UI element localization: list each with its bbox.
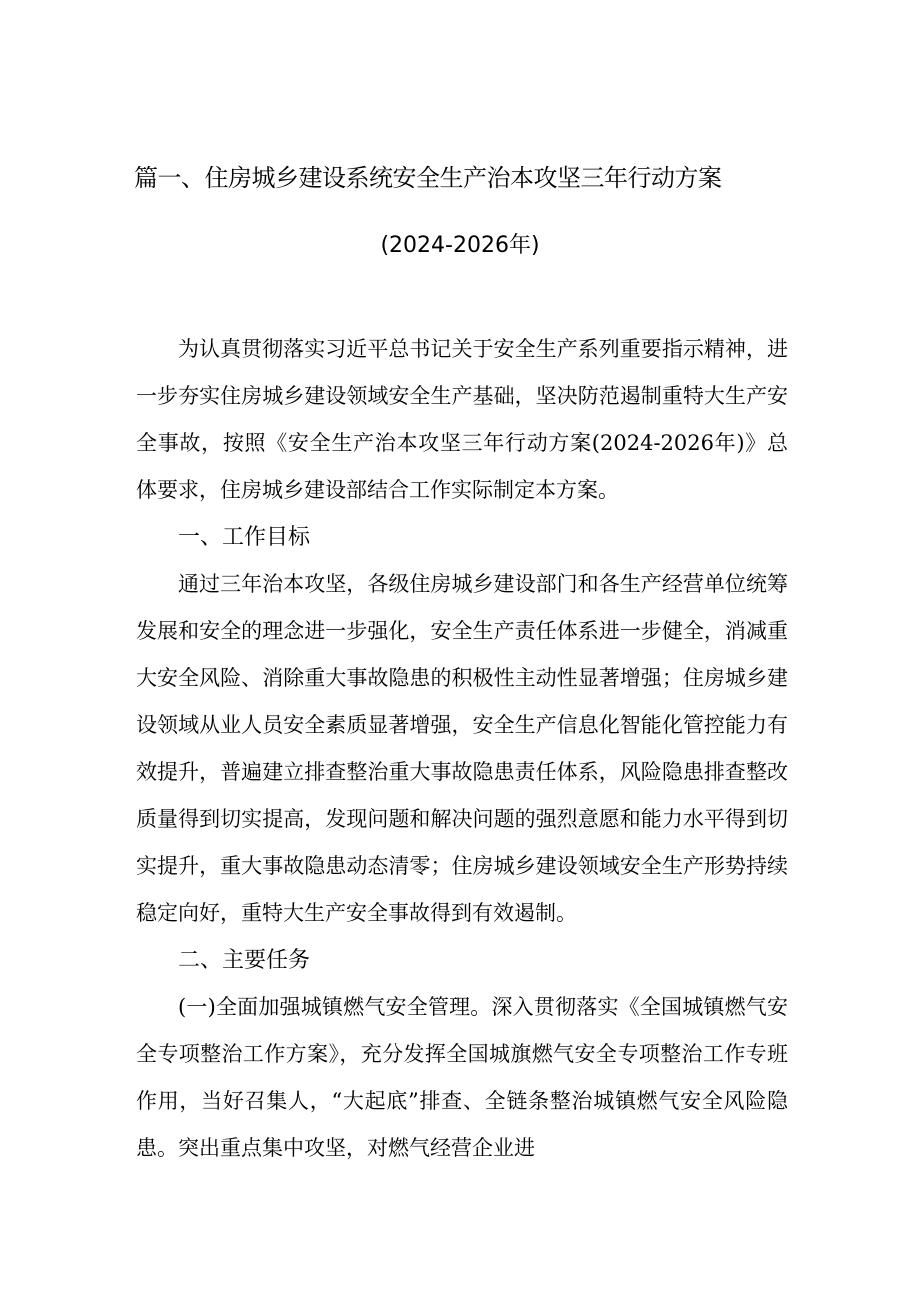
- section-heading-tasks: 二、主要任务: [178, 948, 311, 973]
- tasks-paragraph: (一)全面加强城镇燃气安全管理。深入贯彻落实《全国城镇燃气安全专项整治工作方案》，充分发挥全国城旗燃气安全专项整治工作专班作用，当好召集人，“大起底”排查、全链条整治城镇燃气安全风险隐患。突出重点集中攻坚，对燃气经营企业进: [136, 995, 788, 1160]
- intro-paragraph: 为认真贯彻落实习近平总书记关于安全生产系列重要指示精神，进一步夯实住房城乡建设领域安全生产基础，坚决防范遏制重特大生产安全事故，按照《安全生产治本攻坚三年行动方案(2024-2026年)》总体要求，住房城乡建设部结合工作实际制定本方案。: [136, 337, 788, 502]
- document-body: [136, 326, 788, 1172]
- document-subtitle: (2024-2026年): [380, 233, 540, 258]
- section-heading-goals: 一、工作目标: [178, 525, 311, 550]
- document-title: 篇一、住房城乡建设系统安全生产治本攻坚三年行动方案: [134, 164, 722, 192]
- goals-paragraph: 通过三年治本攻坚，各级住房城乡建设部门和各生产经营单位统筹发展和安全的理念进一步强化，安全生产责任体系进一步健全，消减重大安全风险、消除重大事故隐患的积极性主动性显著增强；住房城乡建设领域从业人员安全素质显著增强，安全生产信息化智能化管控能力有效提升，普遍建立排查整治重大事故隐患责任体系，风险隐患排查整改质量得到切实提高，发现问题和解决问题的强烈意愿和能力水平得到切实提升，重大事故隐患动态清零；住房城乡建设领域安全生产形势持续稳定向好，重特大生产安全事故得到有效遏制。: [136, 572, 788, 925]
